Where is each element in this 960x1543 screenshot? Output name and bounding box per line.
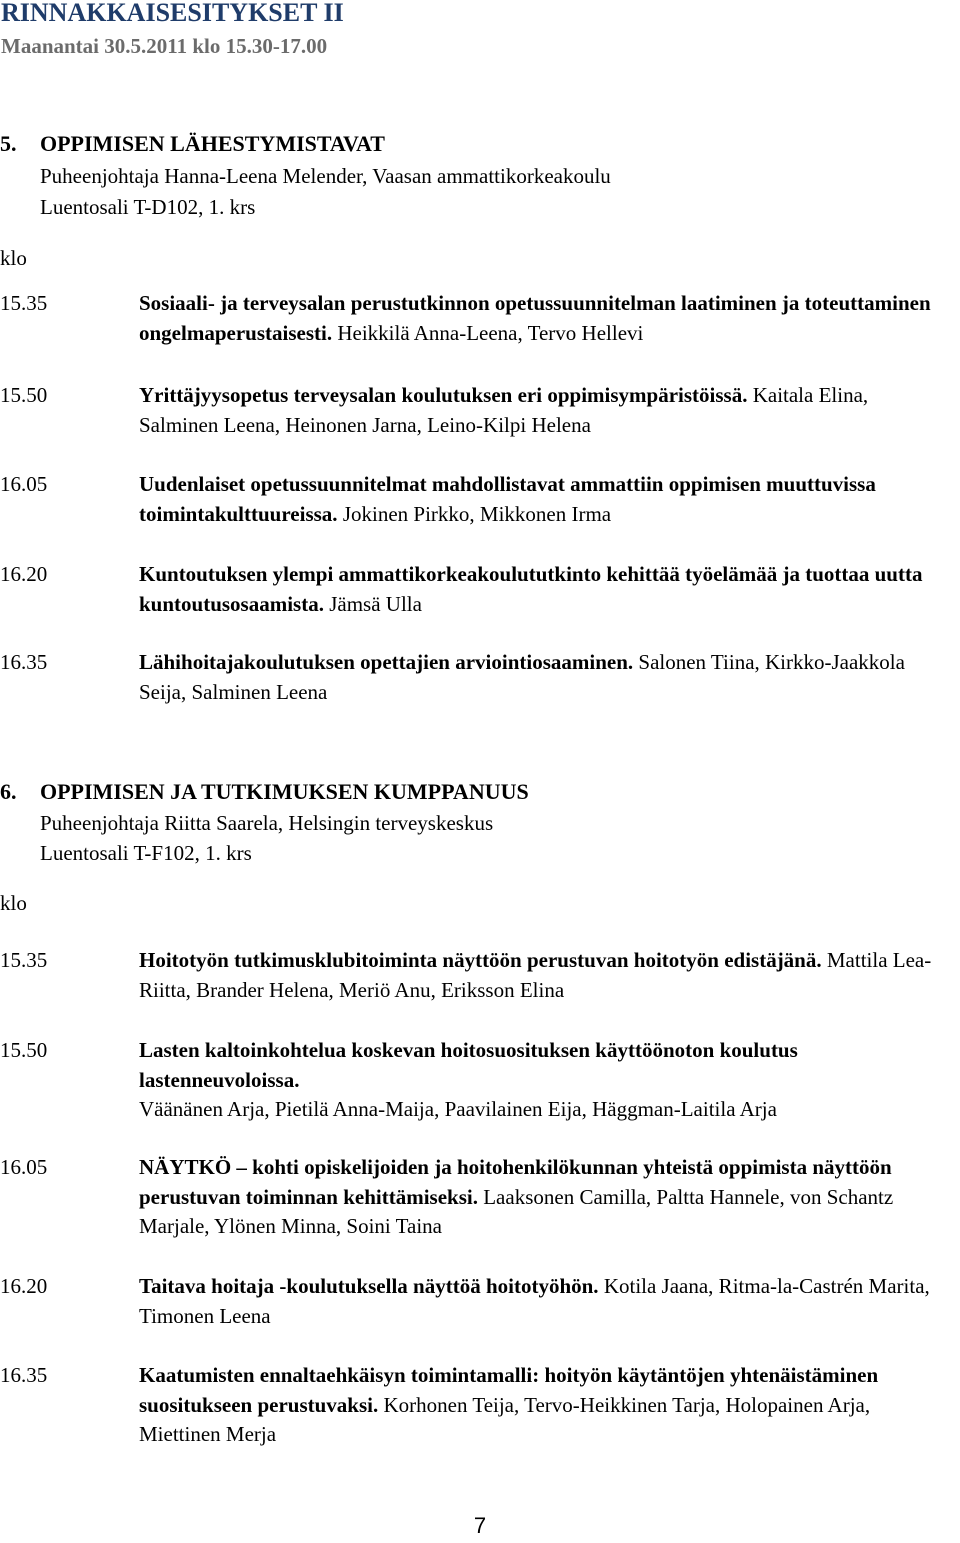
section-number: 5. xyxy=(0,131,17,156)
section-room: Luentosali T-D102, 1. krs xyxy=(40,195,256,219)
talk-title: Taitava hoitaja -koulutuksella näyttöä hoitotyöhön. xyxy=(139,1274,599,1298)
talk-title: Lähihoitajakoulutuksen opettajien arviointiosaaminen. xyxy=(139,650,634,674)
talk-time: 15.35 xyxy=(0,948,48,972)
talk-time: 15.35 xyxy=(0,291,48,315)
talk-entry xyxy=(139,470,950,529)
klo-label: klo xyxy=(0,891,27,915)
talk-entry xyxy=(139,1153,950,1242)
talk-entry xyxy=(139,946,950,1005)
talk-time: 16.35 xyxy=(0,650,48,674)
document-subtitle: Maanantai 30.5.2011 klo 15.30-17.00 xyxy=(1,34,328,58)
section-room: Luentosali T-F102, 1. krs xyxy=(40,841,252,865)
talk-time: 15.50 xyxy=(0,1038,48,1062)
talk-time: 16.05 xyxy=(0,472,48,496)
talk-entry xyxy=(139,1272,950,1331)
talk-authors: Heikkilä Anna-Leena, Tervo Hellevi xyxy=(337,320,644,345)
talk-time: 15.50 xyxy=(0,383,48,407)
talk-entry xyxy=(139,289,950,348)
talk-entry xyxy=(139,1036,950,1125)
talk-title: Yrittäjyysopetus terveysalan koulutuksen eri oppimisympäristöissä. xyxy=(139,383,748,407)
page-number: 7 xyxy=(473,1513,487,1538)
talk-time: 16.35 xyxy=(0,1363,48,1387)
talk-authors: Korhonen Teija, Tervo-Heikkinen Tarja, Holopainen Arja, Miettinen Merja xyxy=(139,1392,871,1446)
talk-title: Kaatumisten ennaltaehkäisyn toimintamalli: hoityön käytäntöjen yhtenäistäminen suositukseen perustuvaksi. xyxy=(139,1363,879,1417)
talk-time: 16.05 xyxy=(0,1155,48,1179)
talk-title: Uudenlaiset opetussuunnitelmat mahdollistavat ammattiin oppimisen muuttuvissa toimintakulttuureissa. xyxy=(139,472,876,526)
talk-title: Sosiaali- ja terveysalan perustutkinnon opetussuunnitelman laatiminen ja toteuttaminen ongelmaperustaisesti. xyxy=(139,291,931,345)
talk-authors: Mattila Lea-Riitta, Brander Helena, Meriö Anu, Eriksson Elina xyxy=(139,948,932,1002)
section-title: OPPIMISEN LÄHESTYMISTAVAT xyxy=(40,131,385,156)
section-number: 6. xyxy=(0,779,17,804)
talk-time: 16.20 xyxy=(0,1274,48,1298)
talk-authors: Laaksonen Camilla, Paltta Hannele, von Schantz Marjale, Ylönen Minna, Soini Taina xyxy=(139,1184,894,1238)
talk-title: Kuntoutuksen ylempi ammattikorkeakoulututkinto kehittää työelämää ja tuottaa uutta kuntoutusosaamista. xyxy=(139,562,923,616)
talk-title: NÄYTKÖ – kohti opiskelijoiden ja hoitohenkilökunnan yhteistä oppimista näyttöön perustuvan toiminnan kehittämiseksi. xyxy=(139,1155,892,1209)
talk-authors: Kaitala Elina, Salminen Leena, Heinonen Jarna, Leino-Kilpi Helena xyxy=(139,383,869,437)
section-chair: Puheenjohtaja Hanna-Leena Melender, Vaasan ammattikorkeakoulu xyxy=(40,164,611,188)
talk-authors: Salonen Tiina, Kirkko-Jaakkola Seija, Salminen Leena xyxy=(139,650,905,704)
talk-entry xyxy=(139,381,950,440)
klo-label: klo xyxy=(0,246,27,270)
talk-entry xyxy=(139,560,950,619)
talk-title: Lasten kaltoinkohtelua koskevan hoitosuosituksen käyttöönoton koulutus lastenneuvoloissa. xyxy=(139,1038,798,1092)
talk-authors: Väänänen Arja, Pietilä Anna-Maija, Paavilainen Eija, Häggman-Laitila Arja xyxy=(139,1097,777,1121)
talk-title: Hoitotyön tutkimusklubitoiminta näyttöön perustuvan hoitotyön edistäjänä. xyxy=(139,948,822,972)
section-title: OPPIMISEN JA TUTKIMUKSEN KUMPPANUUS xyxy=(40,779,529,804)
section-chair: Puheenjohtaja Riitta Saarela, Helsingin terveyskeskus xyxy=(40,811,494,835)
talk-authors: Jokinen Pirkko, Mikkonen Irma xyxy=(342,501,612,526)
talk-entry xyxy=(139,1361,950,1450)
talk-authors: Kotila Jaana, Ritma-la-Castrén Marita, Timonen Leena xyxy=(139,1274,930,1328)
talk-authors: Jämsä Ulla xyxy=(329,591,422,616)
talk-entry xyxy=(139,648,950,707)
document-title: RINNAKKAISESITYKSET II xyxy=(1,0,344,27)
talk-time: 16.20 xyxy=(0,562,48,586)
